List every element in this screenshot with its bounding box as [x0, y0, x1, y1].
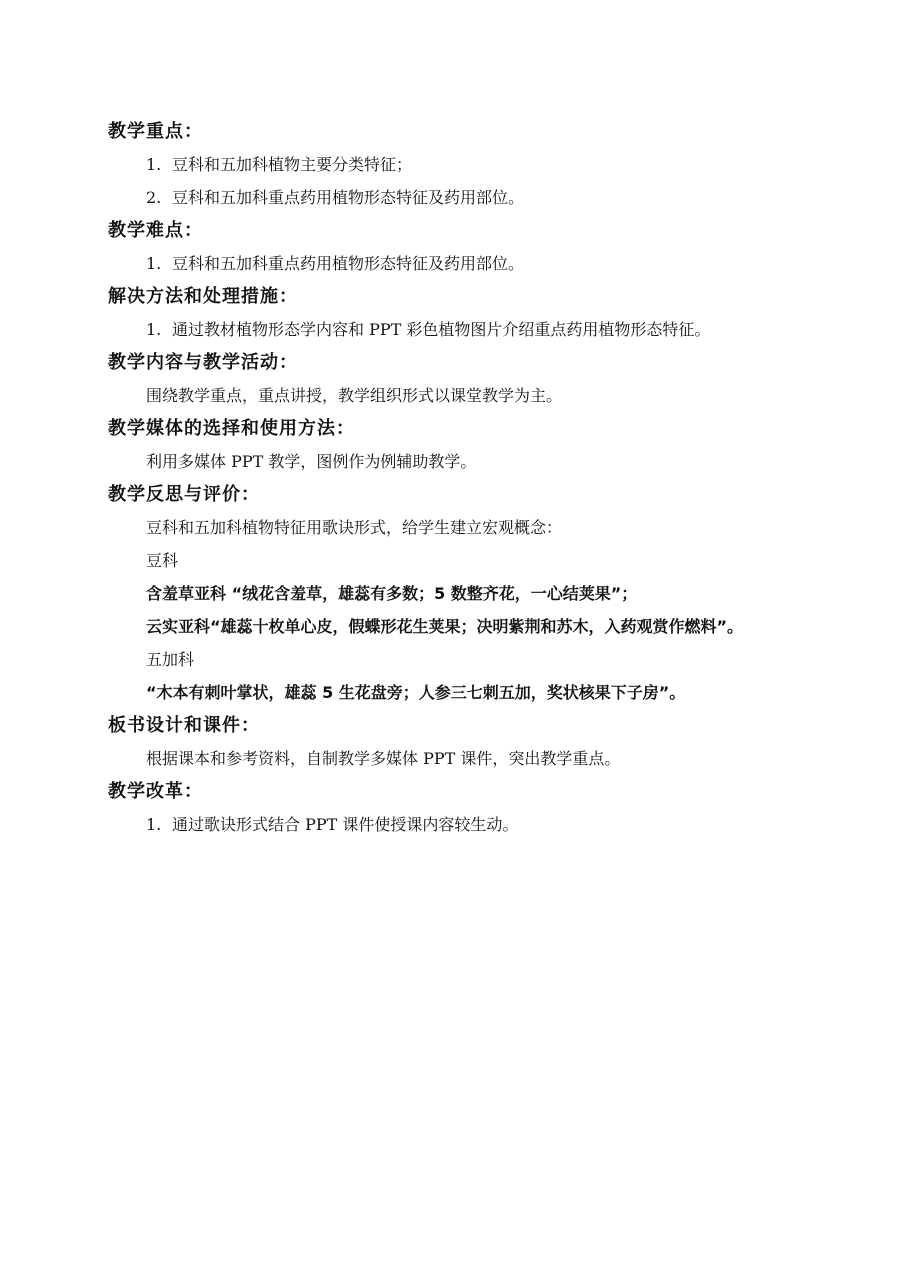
- paragraph-board-design: 根据课本和参考资料，自制教学多媒体 PPT 课件，突出教学重点。: [146, 749, 621, 768]
- verse-araliaceae: “木本有刺叶掌状，雄蕊 5 生花盘旁；人参三七刺五加，奖状核果下子房”。: [146, 683, 686, 702]
- list-item: [108, 181, 808, 214]
- heading-teaching-content: 教学内容与教学活动：: [108, 352, 298, 373]
- paragraph-teaching-content: 围绕教学重点，重点讲授，教学组织形式以课堂教学为主。: [146, 386, 563, 405]
- item-text: 通过歌诀形式结合 PPT 课件使授课内容较生动。: [172, 815, 519, 834]
- family-label-legume: 豆科: [146, 551, 179, 570]
- heading-teaching-reform: 教学改革：: [108, 781, 203, 802]
- heading-teaching-difficulty: 教学难点：: [108, 220, 203, 241]
- item-number: 1.: [146, 254, 162, 273]
- item-number: 1.: [146, 815, 162, 834]
- heading-teaching-media: 教学媒体的选择和使用方法：: [108, 418, 355, 439]
- verse-mimosoideae: 含羞草亚科 “绒花含羞草，雄蕊有多数；5 数整齐花，一心结荚果”；: [146, 584, 638, 603]
- family-label-araliaceae: 五加科: [146, 650, 195, 669]
- verse-caesalpinioideae: 云实亚科“雄蕊十枚单心皮，假蝶形花生荚果；决明紫荆和苏木，入药观赏作燃料”。: [146, 617, 744, 636]
- list-item: [108, 148, 808, 181]
- document-body: [108, 115, 808, 841]
- item-text: 豆科和五加科重点药用植物形态特征及药用部位。: [172, 254, 525, 273]
- heading-teaching-focus: 教学重点：: [108, 121, 203, 142]
- item-number: 1.: [146, 320, 162, 339]
- heading-methods: 解决方法和处理措施：: [108, 286, 298, 307]
- item-text: 豆科和五加科植物主要分类特征；: [172, 155, 413, 174]
- list-item: [108, 247, 808, 280]
- list-item: [108, 808, 808, 841]
- item-text: 通过教材植物形态学内容和 PPT 彩色植物图片介绍重点药用植物形态特征。: [172, 320, 711, 339]
- heading-reflection: 教学反思与评价：: [108, 484, 260, 505]
- item-number: 2.: [146, 188, 162, 207]
- item-number: 1.: [146, 155, 162, 174]
- heading-board-design: 板书设计和课件：: [108, 715, 260, 736]
- list-item: [108, 313, 808, 346]
- paragraph-reflection-intro: 豆科和五加科植物特征用歌诀形式，给学生建立宏观概念：: [146, 518, 563, 537]
- paragraph-teaching-media: 利用多媒体 PPT 教学，图例作为例辅助教学。: [146, 452, 477, 471]
- item-text: 豆科和五加科重点药用植物形态特征及药用部位。: [172, 188, 525, 207]
